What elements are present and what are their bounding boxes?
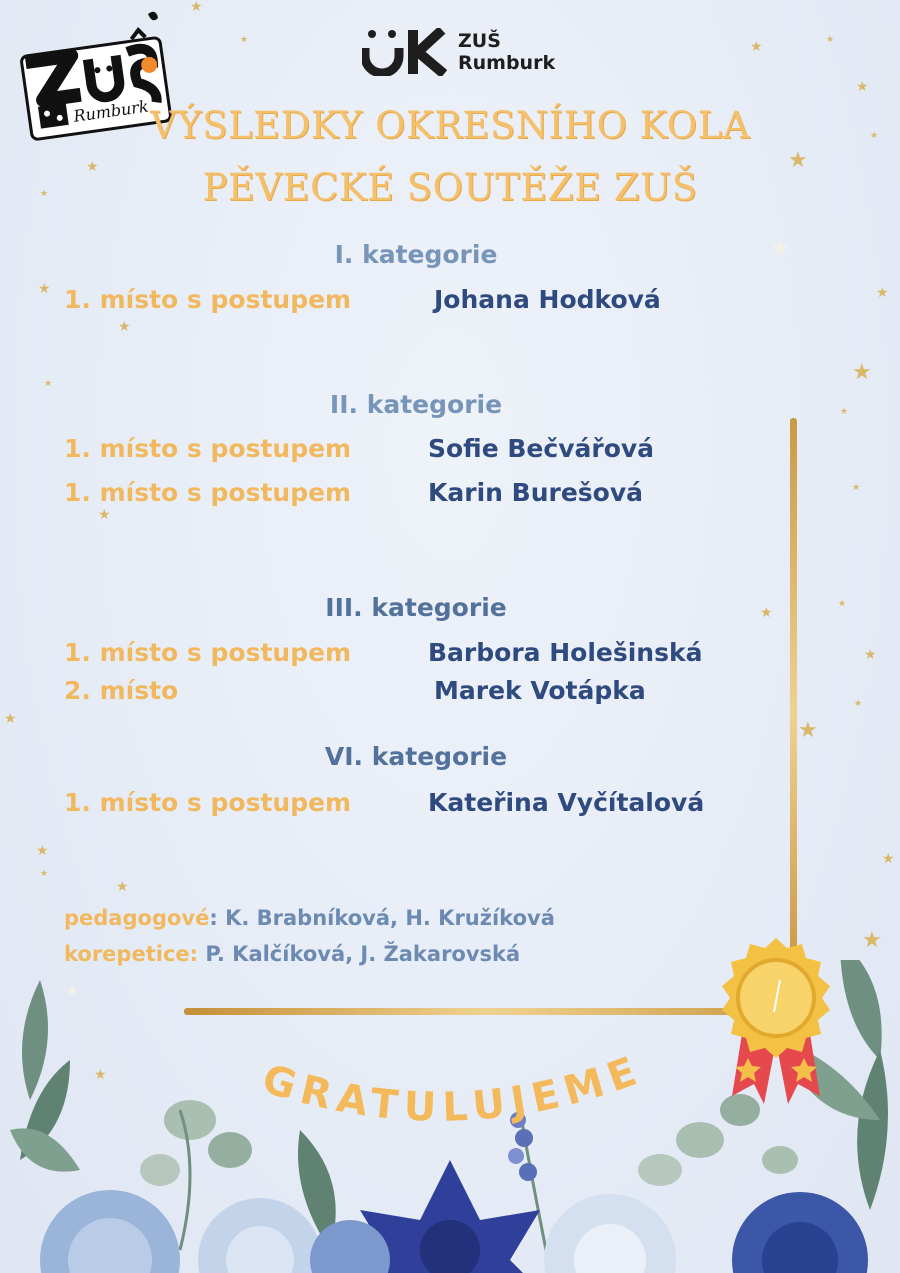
star-icon: ★ xyxy=(852,360,872,385)
star-icon: ★ xyxy=(870,131,879,141)
result-name: Marek Votápka xyxy=(434,676,646,705)
medal-icon xyxy=(712,938,840,1108)
school-logo-script: Rumburk xyxy=(72,96,150,126)
star-icon: ★ xyxy=(240,35,249,45)
result-name: Karin Burešová xyxy=(428,478,644,507)
category-heading: II. kategorie xyxy=(329,390,503,419)
closing-text xyxy=(250,1050,680,1140)
star-icon: ★ xyxy=(94,1067,107,1083)
result-name: Johana Hodková xyxy=(434,285,661,314)
star-icon: ★ xyxy=(4,711,17,727)
category-heading: VI. kategorie xyxy=(324,742,508,771)
star-icon: ★ xyxy=(44,379,53,389)
star-icon: ★ xyxy=(750,39,763,55)
gratulujeme-text: GRATULUJEME xyxy=(257,1050,650,1131)
teachers-label: pedagogové xyxy=(64,906,210,930)
star-icon: ★ xyxy=(852,483,861,493)
star-icon: ★ xyxy=(770,236,790,261)
accompanists-names: P. Kalčíková, J. Žakarovská xyxy=(205,942,521,966)
brand-line-1: ZUŠ xyxy=(458,30,501,52)
teachers-credit xyxy=(64,906,555,930)
svg-text:GRATULUJEME xyxy=(257,1050,649,1131)
star-icon: ★ xyxy=(862,928,882,953)
star-icon: ★ xyxy=(854,699,863,709)
star-icon: ★ xyxy=(840,407,849,417)
star-icon: ★ xyxy=(66,983,79,999)
page-title-line-1: VÝSLEDKY OKRESNÍHO KOLA xyxy=(150,104,750,147)
star-icon: ★ xyxy=(864,647,877,663)
star-icon: ★ xyxy=(36,843,49,859)
result-place: 2. místo xyxy=(64,676,179,705)
star-icon: ★ xyxy=(40,189,49,199)
brand-logo-icon xyxy=(362,28,448,76)
star-icon: ★ xyxy=(760,605,773,621)
brand-header xyxy=(362,28,555,76)
star-icon: ★ xyxy=(838,599,847,609)
page-title-line-2: PĚVECKÉ SOUTĚŽE ZUŠ xyxy=(202,166,698,209)
star-icon: ★ xyxy=(190,0,203,15)
result-place: 1. místo s postupem xyxy=(64,478,352,507)
result-place: 1. místo s postupem xyxy=(64,788,352,817)
star-icon: ★ xyxy=(98,507,111,523)
gold-frame-vertical xyxy=(790,418,797,1008)
star-icon: ★ xyxy=(116,879,129,895)
star-icon: ★ xyxy=(40,869,49,879)
teachers-names: K. Brabníková, H. Kružíková xyxy=(225,906,555,930)
result-place: 1. místo s postupem xyxy=(64,285,352,314)
result-name: Barbora Holešinská xyxy=(428,638,703,667)
star-icon: ★ xyxy=(856,79,869,95)
brand-name xyxy=(458,30,555,74)
star-icon: ★ xyxy=(38,281,51,297)
result-name: Kateřina Vyčítalová xyxy=(428,788,705,817)
category-heading: III. kategorie xyxy=(325,593,507,622)
star-icon: ★ xyxy=(882,851,895,867)
star-icon: ★ xyxy=(798,718,818,743)
result-place: 1. místo s postupem xyxy=(64,638,352,667)
category-heading: I. kategorie xyxy=(334,240,498,269)
star-icon: ★ xyxy=(788,148,808,173)
star-icon: ★ xyxy=(118,319,131,335)
star-icon: ★ xyxy=(86,159,99,175)
accompanists-label: korepetice: xyxy=(64,942,199,966)
star-icon: ★ xyxy=(826,35,835,45)
star-icon: ★ xyxy=(876,285,889,301)
brand-line-2: Rumburk xyxy=(458,52,556,74)
teachers-separator: : xyxy=(209,906,218,930)
result-name: Sofie Bečvářová xyxy=(428,434,655,463)
result-place: 1. místo s postupem xyxy=(64,434,352,463)
